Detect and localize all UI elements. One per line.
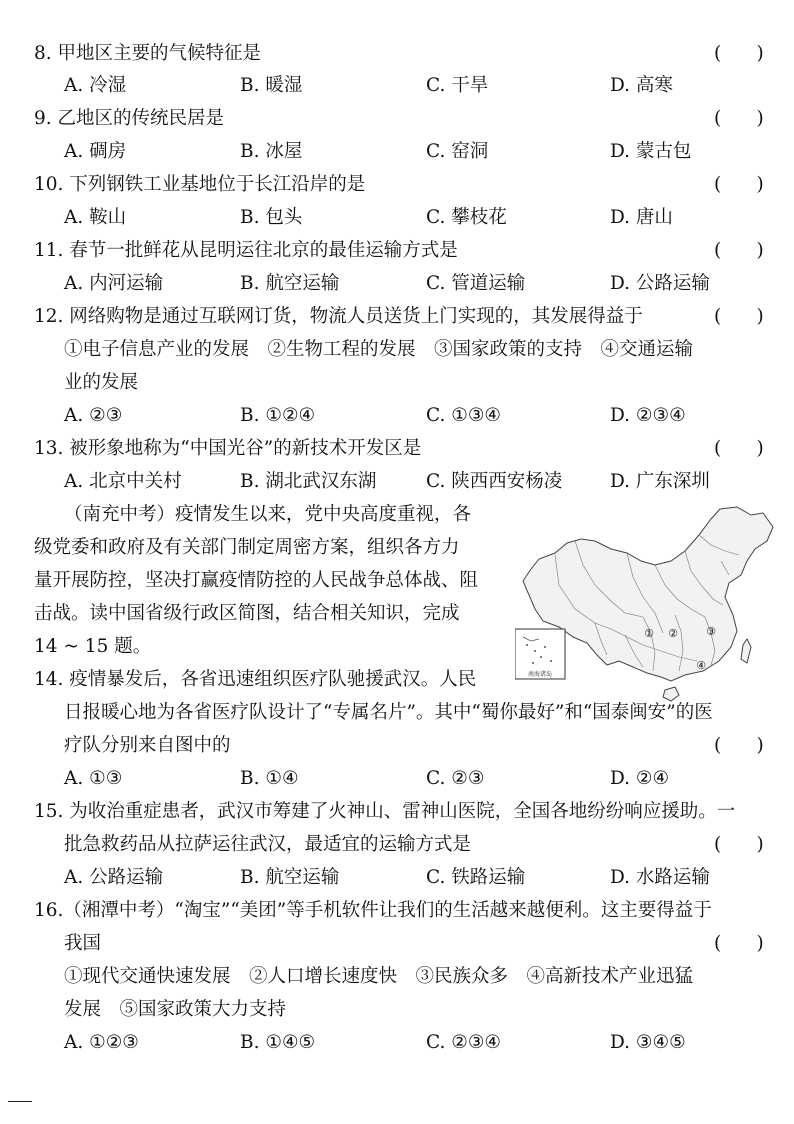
q13-answer-paren: ( ) (714, 438, 764, 459)
taiwan-island (741, 639, 751, 663)
q9-option-b: B. 冰屋 (240, 141, 303, 162)
q15-stem: 15. 为收治重症患者，武汉市筹建了火神山、雷神山医院，全国各地纷纷响应援助。一 (34, 801, 736, 822)
q13-option-c: C. 陕西西安杨凌 (426, 471, 563, 492)
q13-option-a: A. 北京中关村 (64, 471, 182, 492)
map-marker-2: ② (668, 627, 678, 640)
q15-option-a: A. 公路运输 (64, 867, 164, 888)
q16-option-c: C. ②③④ (426, 1032, 502, 1053)
page-footer-rule (8, 1101, 32, 1102)
q11-option-b: B. 航空运输 (240, 273, 340, 294)
china-province-map (515, 505, 780, 705)
q14-stem-line-2: 日报暖心地为各省医疗队设计了“专属名片”。其中“蜀你最好”和“国泰闽安”的医 (64, 702, 713, 723)
q10-option-b: B. 包头 (240, 207, 303, 228)
q16-option-a: A. ①②③ (64, 1032, 139, 1053)
q8-options (64, 74, 784, 98)
q8-option-d: D. 高寒 (610, 75, 673, 96)
q16-statements: ①现代交通快速发展 ②人口增长速度快 ③民族众多 ④高新技术产业迅猛 (64, 966, 694, 987)
q8-option-a: A. 冷湿 (64, 75, 127, 96)
q12-option-c: C. ①③④ (426, 405, 502, 426)
q14-option-d: D. ②④ (610, 768, 670, 789)
q14-option-c: C. ②③ (426, 768, 485, 789)
q12-stem: 12. 网络购物是通过互联网订货，物流人员送货上门实现的，其发展得益于 (34, 306, 643, 327)
passage-line-1: （南充中考）疫情发生以来，党中央高度重视，各 (64, 504, 472, 525)
q11-option-d: D. 公路运输 (610, 273, 710, 294)
q8-stem: 8. 甲地区主要的气候特征是 (34, 43, 262, 64)
inset-label: 南海诸岛 (527, 671, 553, 678)
map-marker-1: ① (644, 627, 654, 640)
q14-option-b: B. ①④ (240, 768, 299, 789)
q11-options (64, 272, 784, 296)
q12-statements-cont: 业的发展 (64, 372, 139, 393)
q9-answer-paren: ( ) (714, 108, 764, 129)
q13-option-b: B. 湖北武汉东湖 (240, 471, 377, 492)
q14-stem: 14. 疫情暴发后，各省迅速组织医疗队驰援武汉。人民 (34, 669, 477, 690)
map-marker-4: ④ (696, 659, 706, 672)
q12-options (64, 404, 784, 428)
q15-option-d: D. 水路运输 (610, 867, 710, 888)
passage-line-3: 量开展防控，坚决打赢疫情防控的人民战争总体战、阻 (34, 570, 479, 591)
q15-option-c: C. 铁路运输 (426, 867, 526, 888)
q13-options (64, 470, 784, 494)
q12-option-b: B. ①②④ (240, 405, 316, 426)
q8-option-c: C. 干旱 (426, 75, 489, 96)
q9-option-d: D. 蒙古包 (610, 141, 692, 162)
q12-option-a: A. ②③ (64, 405, 123, 426)
q12-statements: ①电子信息产业的发展 ②生物工程的发展 ③国家政策的支持 ④交通运输 (64, 339, 694, 360)
q10-answer-paren: ( ) (714, 174, 764, 195)
q14-option-a: A. ①③ (64, 768, 123, 789)
q9-option-c: C. 窑洞 (426, 141, 489, 162)
q13-option-d: D. 广东深圳 (610, 471, 710, 492)
q14-options (64, 767, 784, 791)
q8-option-b: B. 暖湿 (240, 75, 303, 96)
q14-answer-paren: ( ) (714, 735, 764, 756)
q15-answer-paren: ( ) (714, 834, 764, 855)
q9-options (64, 140, 784, 164)
q9-option-a: A. 碉房 (64, 141, 127, 162)
passage-line-4: 击战。读中国省级行政区简图，结合相关知识，完成 (34, 603, 460, 624)
q8-answer-paren: ( ) (714, 43, 764, 64)
q16-stem-line-2: 我国 (64, 933, 102, 954)
q10-option-c: C. 攀枝花 (426, 207, 507, 228)
q13-stem: 13. 被形象地称为“中国光谷”的新技术开发区是 (34, 438, 422, 459)
q11-stem: 11. 春节一批鲜花从昆明运往北京的最佳运输方式是 (34, 240, 458, 261)
q12-answer-paren: ( ) (714, 306, 764, 327)
passage-line-5: 14 ~ 15 题。 (34, 636, 152, 657)
q16-answer-paren: ( ) (714, 933, 764, 954)
q16-option-d: D. ③④⑤ (610, 1032, 686, 1053)
q15-stem-line-2: 批急救药品从拉萨运往武汉，最适宜的运输方式是 (64, 834, 472, 855)
q16-stem: 16.（湘潭中考）“淘宝”“美团”等手机软件让我们的生活越来越便利。这主要得益于 (34, 900, 712, 921)
q15-option-b: B. 航空运输 (240, 867, 340, 888)
q12-option-d: D. ②③④ (610, 405, 686, 426)
passage-line-2: 级党委和政府及有关部门制定周密方案，组织各方力 (34, 537, 460, 558)
q16-options (64, 1031, 784, 1055)
q11-answer-paren: ( ) (714, 240, 764, 261)
map-marker-3: ③ (706, 625, 716, 638)
q10-stem: 10. 下列钢铁工业基地位于长江沿岸的是 (34, 174, 366, 195)
q10-options (64, 206, 784, 230)
q16-statements-cont: 发展 ⑤国家政策大力支持 (64, 999, 287, 1020)
q16-option-b: B. ①④⑤ (240, 1032, 316, 1053)
q10-option-a: A. 鞍山 (64, 207, 127, 228)
q15-options (64, 866, 784, 890)
q14-stem-line-3: 疗队分别来自图中的 (64, 735, 231, 756)
q10-option-d: D. 唐山 (610, 207, 673, 228)
q9-stem: 9. 乙地区的传统民居是 (34, 108, 225, 129)
q11-option-a: A. 内河运输 (64, 273, 164, 294)
q11-option-c: C. 管道运输 (426, 273, 526, 294)
hainan-island (663, 687, 679, 701)
